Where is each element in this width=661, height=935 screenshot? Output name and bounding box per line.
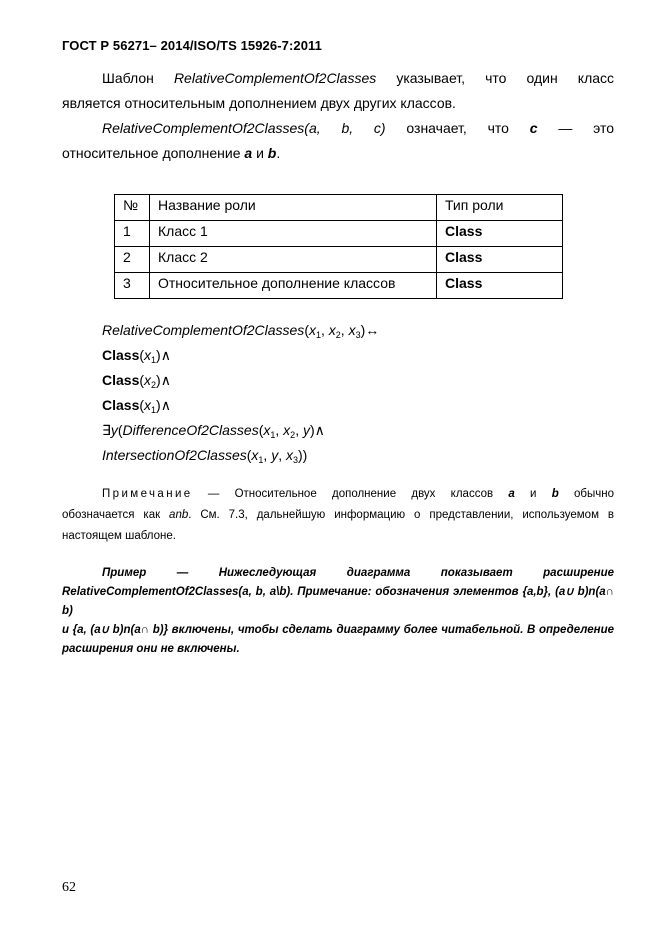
formula-line-2: $Class(x_1)\wedge$ <box>102 347 171 365</box>
document-header: ГОСТ Р 56271– 2014/ISO/TS 15926-7:2011 <box>62 38 323 53</box>
para2-line2: относительное дополнение a и b. <box>62 145 281 161</box>
table-header-row <box>115 195 563 221</box>
formula-line-6: $IntersectionOf2Classes(x_1$, y, $x_3$)) <box>102 447 308 465</box>
example-line-3: и {a, (a∪ b)n(a∩ b)} включены, чтобы сделать диаграмму более читабельной. В определение <box>62 624 614 636</box>
formula-line-3: $Class(x_2)\wedge$ <box>102 372 171 390</box>
note-label: Примечание <box>102 488 193 500</box>
formula-line-4: $Class(x_1)\wedge$ <box>102 397 171 415</box>
example-line-2: RelativeComplementOf2Classes(a, b, a\b). Примечание: обозначения элементов {a,b}, (a∪ b)n(a∩ b) <box>62 586 614 617</box>
table-cell: 2 <box>115 247 150 273</box>
table-cell: 1 <box>115 221 150 247</box>
table-cell: 3 <box>115 273 150 299</box>
table-cell: Класс 1 <box>150 221 437 247</box>
formula-line-5: $\exists y(DifferenceOf2Classes(x_1$, $x_2$, y)∧ <box>102 422 325 440</box>
note-line-1: Примечание — Относительное дополнение двух классов a и b обычно <box>102 488 614 500</box>
table-row <box>115 247 563 273</box>
table-header-cell: Тип роли <box>437 195 563 221</box>
table-row <box>115 221 563 247</box>
table-header-cell: Название роли <box>150 195 437 221</box>
formula-line-1: $RelativeComplementOf2Classes(x_1$, $x_2$, $x_3)\leftrightarrow$ <box>102 322 380 340</box>
para1-line2: является относительным дополнением двух других классов. <box>62 95 456 111</box>
page-number: 62 <box>62 880 76 895</box>
template-name: RelativeComplementOf2Classes <box>173 70 377 86</box>
roles-table <box>114 194 563 299</box>
table-cell: Class <box>437 273 563 299</box>
table-cell: Class <box>437 221 563 247</box>
example-block <box>62 564 614 659</box>
para2-line1: RelativeComplementOf2Classes(a, b, c) означает, что c — это <box>102 120 615 136</box>
note-block <box>62 484 614 547</box>
example-line-1: Пример — Нижеследующая диаграмма показывает расширение <box>102 567 615 579</box>
table-row <box>115 273 563 299</box>
note-line-2: обозначается как anb. См. 7.3, дальнейшую информацию о представлении, используемом в <box>62 509 614 521</box>
table-cell: Класс 2 <box>150 247 437 273</box>
table-header-cell: № <box>115 195 150 221</box>
para1-line1: Шаблон RelativeComplementOf2Classes указывает, что один класс <box>102 70 615 86</box>
table-cell: Class <box>437 247 563 273</box>
note-line-3: настоящем шаблоне. <box>62 530 176 542</box>
example-line-4: расширения они не включены. <box>62 643 240 655</box>
table-cell: Относительное дополнение классов <box>150 273 437 299</box>
